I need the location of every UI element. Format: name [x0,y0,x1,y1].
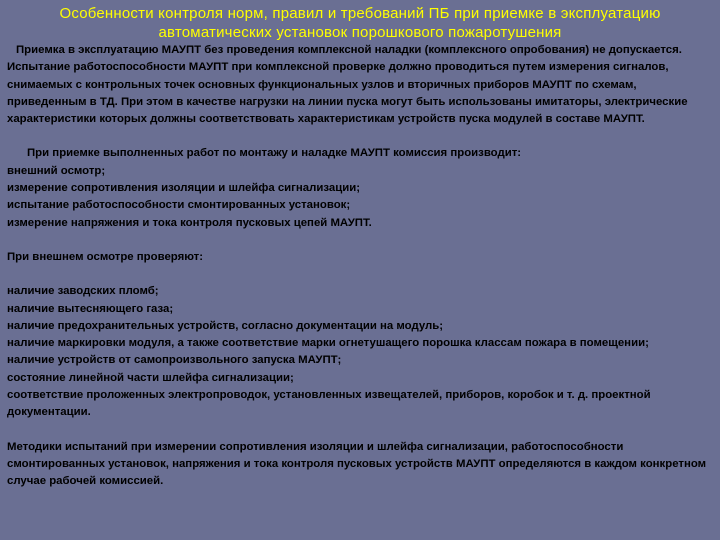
spacer [7,128,713,145]
inspection-item: наличие заводских пломб; [7,285,159,298]
inspection-intro: При внешнем осмотре проверяют: [7,250,204,263]
acceptance-paragraph: Приемка в эксплуатацию МАУПТ без проведения комплексной наладки (комплексного опробования) не допускается. Испытание работоспособности МАУПТ при комплексной проверке должно проводиться путем измерения сигналов, снимаемых с контрольных точек основных функциональных узлов и вторичных приборов МАУПТ по схемам, приведенным в ТД. При этом в качестве нагрузки на линии пуска могут быть использованы имитаторы, электрические характеристики которых должны соответствовать характеристикам устройств пуска модулей в составе МАУПТ. [7,44,688,126]
inspection-item: состояние линейной части шлейфа сигнализации; [7,371,294,384]
commission-item: испытание работоспособности смонтированных установок; [7,199,351,212]
slide-body [7,42,713,491]
inspection-item: наличие предохранительных устройств, согласно документации на модуль; [7,319,444,332]
methods-paragraph: Методики испытаний при измерении сопротивления изоляции и шлейфа сигнализации, работоспособности смонтированных установок, напряжения и тока контроля пусковых устройств МАУПТ определяются в каждом конкретном случае рабочей комиссией. [7,440,707,488]
slide-title [0,4,720,42]
inspection-item: наличие устройств от самопроизвольного запуска МАУПТ; [7,354,342,367]
commission-item: измерение напряжения и тока контроля пусковых цепей МАУПТ. [7,216,372,229]
inspection-item: соответствие проложенных электропроводок, установленных извещателей, приборов, коробок и т. д. проектной документации. [7,389,651,419]
inspection-item: наличие маркировки модуля, а также соответствие марки огнетушащего порошка классам пожара в помещении; [7,337,649,350]
commission-intro: При приемке выполненных работ по монтажу и наладке МАУПТ комиссия производит: [27,147,522,160]
title-line-1: Особенности контроля норм, правил и требований ПБ при приемке в эксплуатацию [59,5,661,22]
commission-block [7,145,713,231]
spacer [7,422,713,439]
title-line-2: автоматических установок порошкового пожаротушения [158,24,562,41]
inspection-list [7,283,713,421]
spacer [7,232,713,249]
commission-item: внешний осмотр; [7,164,106,177]
spacer [7,266,713,283]
commission-item: измерение сопротивления изоляции и шлейфа сигнализации; [7,182,361,195]
inspection-item: наличие вытесняющего газа; [7,302,174,315]
